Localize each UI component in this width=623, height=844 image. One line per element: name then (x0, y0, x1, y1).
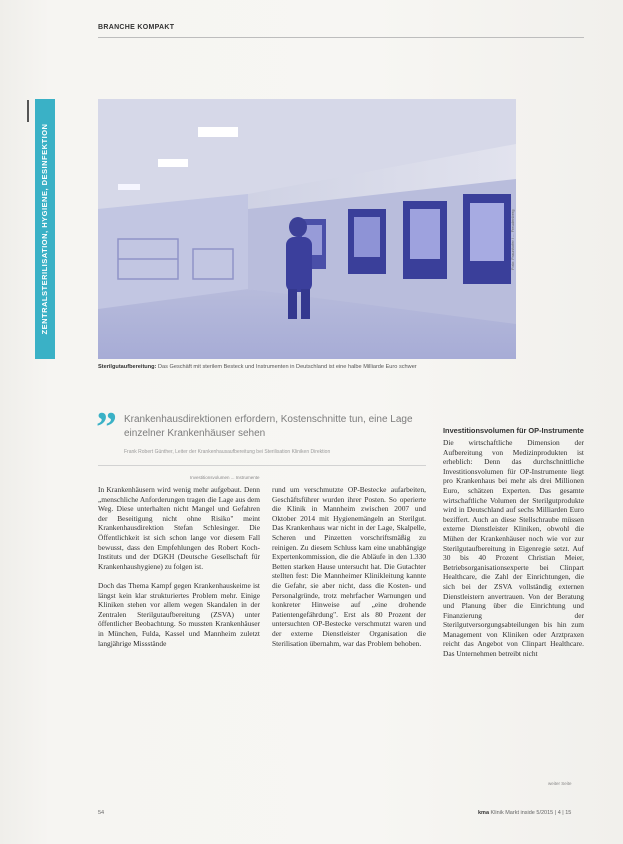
footer-issue: Klinik Markt inside 5/2015 | 4 | 15 (490, 810, 572, 816)
column-subheading: Investitionsvolumen für OP-Instrumente (443, 426, 584, 435)
paragraph: Doch das Thema Kampf gegen Krankenhauskeime ist längst kein klar strukturiertes Problem mehr. Einige Kliniken stehen vor allem wegen Skandalen in der Zentralen Sterilgutaufbereitung (ZSVA) unter öffentlicher Beobachtung. So mussten Krankenhäuser in München, Fulda, Kassel und Mannheim zuletzt langjährige Missstände (98, 580, 260, 648)
pull-quote-source: Frank Robert Günther, Leiter der Krankenhausaufbereitung bei Sterilisation Kliniken Direktion (124, 449, 331, 455)
caption-lead: Sterilgutaufbereitung: (98, 364, 157, 370)
quote-rule (98, 465, 426, 466)
continued-mark: weiter Seite (548, 781, 572, 786)
text-column-3 (443, 426, 584, 668)
hospital-sterilization-photo (98, 99, 516, 359)
caption-text: Das Geschäft mit sterilem Besteck und Instrumenten in Deutschland ist eine halbe Milliarde Euro schwer (156, 364, 417, 370)
paragraph: In Krankenhäusern wird wenig mehr aufgebaut. Denn „menschliche Anforderungen tragen die Lage aus dem Weg. Diese unterhalten nicht Mangel und Gefahren der Beseitigung nicht ohne Risiko" meint Krankenhausdirektion Stefan Schlesinger. Die Öffentlichkeit ist sich schon lange vor diesem Fall bewusst, dass den Empfehlungen des Robert Koch-Instituts und der DGKH (Deutsche Gesellschaft für Krankenhaushygiene) zu folgen ist. (98, 485, 260, 571)
photo-caption (98, 364, 568, 370)
intro-meta: Investitionsvolumen ... Instrumente (190, 475, 260, 480)
paragraph: rund um verschmutzte OP-Bestecke aufarbeiten, Geschäftsführer wurden ihrer Posten. So operierte die Klinik in Mannheim zwischen 2007 und Oktober 2014 mit Hygienemängeln an Sterilgut. Das Krankenhaus war nicht in der Lage, Skalpelle, Scheren und Pinzetten vorschriftsmäßig zu reinigen. Zu diesem Schluss kam eine unabhängige Expertenkommission, die die Abläufe in den 1.330 Betten starken Hause untersucht hat. Die Gutachter stellten fest: Die Mannheimer Klinikleitung kannte die Gefahr, sie aber nicht, dass die Kosten- und Personalgründe, trotz mehrfacher Warnungen und konkreter Hinweise auf „eine drohende Patientengefährdung". Erst als 80 Prozent der untersuchten OP-Bestecke verschmutzt waren und der externe Dienstleister Organisation die Sterilisation übernahm, war das Problem behoben. (272, 485, 426, 648)
paragraph: Die wirtschaftliche Dimension der Aufbereitung von Medizinprodukten ist erheblich: Denn das durchschnittliche Investitionsvolumen für OP-Instrumente liegt pro Krankenhaus bei mehr als drei Millionen Euro, schätzen Experten. Das gesamte wirtschaftliche Volumen der Sterilgutprodukte wird in Deutschland auf sechs Milliarden Euro beziffert. Auch an diese Stellschraube müssen externe Dienstleister Kliniken, obwohl die Mühen der Krankenhäuser noch wie vor zur Sterilgutaufbereitung in Eigenregie setzt. Auf 30 bis 40 Prozent Christian Meier, Betriebsorganisationsexperte bei Clinpart Healthcare, die Zahl der Einrichtungen, die sich bei der ZSVA vollständig externen Dienstleistern anvertrauen. Von der Beratung und Planung über die Einrichtung und Finanzierung der Sterilgutversorgungsabteilungen bis hin zum Management von Kliniken oder Arztpraxen reicht das Angebot von Clinpart Healthcare. Das Unternehmen betreibt nicht (443, 438, 584, 659)
section-header: BRANCHE KOMPAKT (98, 24, 175, 31)
side-section-label: ZENTRALSTERILISATION, HYGIENE, DESINFEKTION (40, 123, 49, 335)
page-number: 54 (98, 810, 105, 816)
photo-credit: Foto: Fraunhofer / ... Freudenberg (510, 209, 515, 270)
hero-photo (98, 99, 516, 359)
text-column-2 (272, 485, 426, 658)
side-tick-mark (27, 100, 29, 122)
footer-mag: kma (478, 810, 490, 816)
text-column-1 (98, 485, 260, 658)
pull-quote: Krankenhausdirektionen erfordern, Kostenschnitte tun, eine Lage einzelner Krankenhäuser sehen (124, 414, 413, 439)
quote-mark-icon: ” (96, 405, 117, 451)
footer-publication (478, 810, 571, 816)
header-rule (98, 37, 584, 38)
